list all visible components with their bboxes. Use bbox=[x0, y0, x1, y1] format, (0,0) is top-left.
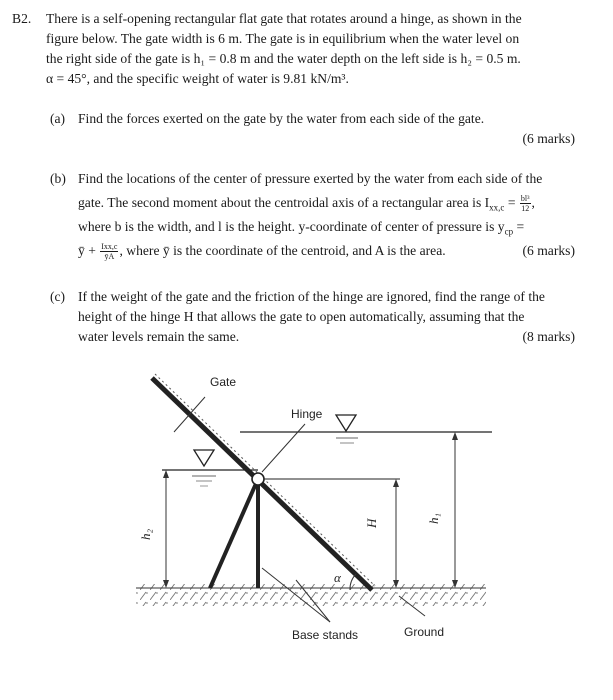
base-stands-label: Base stands bbox=[292, 628, 359, 642]
hinge-label: Hinge bbox=[291, 407, 323, 421]
part-b-eq: = bbox=[504, 195, 519, 210]
alpha-label: α bbox=[334, 570, 341, 585]
right-water-level-marker bbox=[336, 415, 356, 431]
part-b-label: (b) bbox=[50, 171, 66, 186]
ixxc-fraction-numerator: bl³ bbox=[520, 194, 530, 204]
gate-label: Gate bbox=[210, 375, 237, 389]
part-b-line-2-text: gate. The second moment about the centroidal axis of a rectangular area is I bbox=[78, 195, 490, 210]
intro-line-3: the right side of the gate is h₁ = 0.8 m and the water depth on the left side is h₂ = 0.5 m. bbox=[46, 51, 521, 66]
intro-line-1: There is a self-opening rectangular flat gate that rotates around a hinge, as shown in the bbox=[46, 11, 522, 26]
base-stand-diagonal bbox=[210, 479, 258, 588]
part-b-line-4-start: ȳ + bbox=[78, 243, 100, 258]
part-c-label: (c) bbox=[50, 289, 66, 304]
hinge-pin bbox=[252, 473, 264, 485]
left-water-level-marker bbox=[194, 450, 214, 466]
part-a-marks: (6 marks) bbox=[522, 131, 575, 146]
intro-line-4: α = 45°, and the specific weight of water is 9.81 kN/m³. bbox=[46, 71, 349, 86]
ixxc-fraction-denominator: 12 bbox=[521, 204, 530, 214]
intro-line-2: figure below. The gate width is 6 m. The gate is in equilibrium when the water level on bbox=[46, 31, 520, 46]
part-c-line-2: height of the hinge H that allows the gate to open automatically, assuming that the bbox=[78, 309, 525, 324]
part-b-line-2-end: , bbox=[531, 195, 535, 210]
ycp-fraction-numerator: Ixx,c bbox=[101, 242, 118, 252]
part-a-text: Find the forces exerted on the gate by the water from each side of the gate. bbox=[78, 111, 485, 126]
part-c-line-3: water levels remain the same. bbox=[78, 329, 240, 344]
part-c-line-1: If the weight of the gate and the friction of the hinge are ignored, find the range of the bbox=[78, 289, 545, 304]
ixxc-subscript: xx,c bbox=[489, 202, 505, 213]
part-b-marks: (6 marks) bbox=[522, 243, 575, 258]
part-a-label: (a) bbox=[50, 111, 66, 126]
part-b-line-3-text: where b is the width, and l is the height. y-coordinate of center of pressure is y bbox=[78, 219, 505, 234]
part-b-line-1: Find the locations of the center of pressure exerted by the water from each side of the bbox=[78, 171, 543, 186]
hinge-leader bbox=[262, 424, 305, 472]
ground-label: Ground bbox=[404, 625, 445, 639]
part-b-line-4-end: , where ȳ is the coordinate of the centroid, and A is the area. bbox=[119, 243, 446, 258]
h2-label: h₂ bbox=[138, 528, 153, 540]
part-b-line-3-end: = bbox=[513, 219, 525, 234]
ycp-subscript: cp bbox=[504, 226, 514, 237]
h1-label: h₁ bbox=[426, 512, 441, 524]
problem-number: B2. bbox=[12, 11, 32, 26]
part-c-marks: (8 marks) bbox=[522, 329, 575, 344]
ground-hatch bbox=[136, 584, 486, 606]
hinge-height-label: H bbox=[364, 518, 379, 528]
ycp-fraction-denominator: ȳA bbox=[104, 252, 115, 262]
